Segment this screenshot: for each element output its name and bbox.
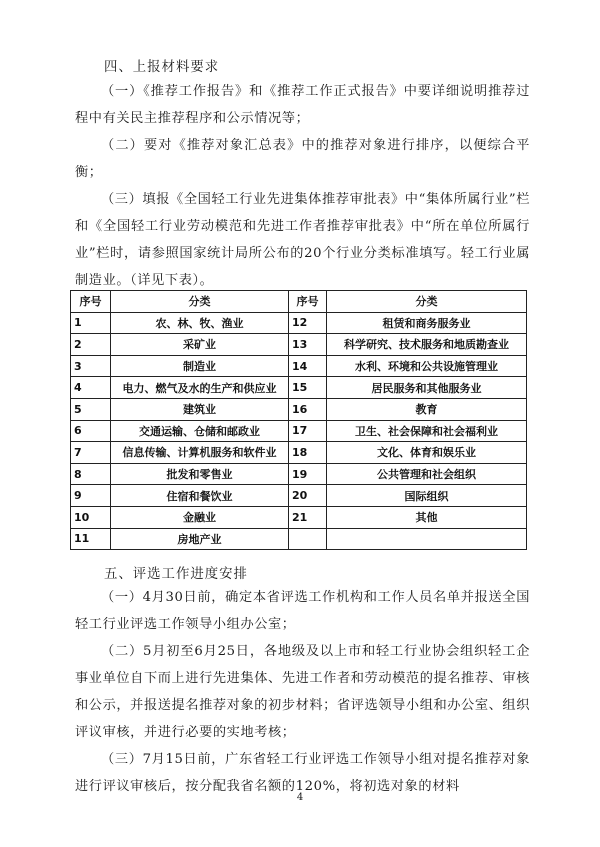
table-body	[71, 312, 527, 550]
row-index-right: 13	[289, 334, 327, 356]
row-category-right: 租赁和商务服务业	[327, 312, 527, 334]
header-index-left: 序号	[71, 291, 111, 313]
table-row	[71, 485, 527, 507]
section-4-heading: 四、上报材料要求	[104, 60, 220, 75]
row-category-left: 交通运输、仓储和邮政业	[111, 420, 289, 442]
section-4-paragraph-3: （三）填报《全国轻工行业先进集体推荐审批表》中“集体所属行业”栏和《全国轻工行业劳动模范和先进工作者推荐审批表》中“所在单位所属行业”栏时，请参照国家统计局所公布的20个行业分类标准填写。轻工行业属制造业。（详见下表）。	[75, 192, 530, 288]
table-header-row	[71, 291, 527, 313]
row-index-right: 14	[289, 355, 327, 377]
row-index-right: 18	[289, 442, 327, 464]
row-category-left: 制造业	[111, 355, 289, 377]
section-5-paragraph-3: （三）7月15日前，广东省轻工行业评选工作领导小组对提名推荐对象进行评议审核后，按分配我省名额的120%，将初选对象的材料	[75, 752, 530, 794]
section-5-heading: 五、评选工作进度安排	[104, 567, 248, 582]
section-5-paragraph-1: （一）4月30日前，确定本省评选工作机构和工作人员名单并报送全国轻工行业评选工作领导小组办公室；	[75, 590, 530, 632]
row-category-right	[327, 528, 527, 550]
row-index-right: 16	[289, 398, 327, 420]
row-index-right: 21	[289, 506, 327, 528]
row-category-right: 其他	[327, 506, 527, 528]
header-category-right: 分类	[327, 291, 527, 313]
row-index-right	[289, 528, 327, 550]
section-4-paragraph-1: （一）《推荐工作报告》和《推荐工作正式报告》中要详细说明推荐过程中有关民主推荐程序和公示情况等；	[75, 84, 530, 126]
row-index-left: 6	[71, 420, 111, 442]
row-index-right: 12	[289, 312, 327, 334]
header-index-right: 序号	[289, 291, 327, 313]
table-row	[71, 528, 527, 550]
row-category-right: 文化、体育和娱乐业	[327, 442, 527, 464]
row-index-right: 17	[289, 420, 327, 442]
table-row	[71, 355, 527, 377]
row-index-left: 1	[71, 312, 111, 334]
row-category-left: 批发和零售业	[111, 463, 289, 485]
row-index-left: 3	[71, 355, 111, 377]
row-category-right: 水利、环境和公共设施管理业	[327, 355, 527, 377]
section-5-paragraph-2: （二）5月初至6月25日，各地级及以上市和轻工行业协会组织轻工企事业单位自下而上进行先进集体、先进工作者和劳动模范的提名推荐、审核和公示，并报送提名推荐对象的初步材料；省评选领导小组和办公室、组织评议审核，并进行必要的实地考核；	[75, 644, 530, 740]
table-row	[71, 377, 527, 399]
row-category-left: 农、林、牧、渔业	[111, 312, 289, 334]
table-row	[71, 312, 527, 334]
table-row	[71, 334, 527, 356]
row-category-right: 科学研究、技术服务和地质勘查业	[327, 334, 527, 356]
row-index-right: 15	[289, 377, 327, 399]
row-index-right: 20	[289, 485, 327, 507]
row-index-left: 11	[71, 528, 111, 550]
row-category-left: 采矿业	[111, 334, 289, 356]
table-row	[71, 420, 527, 442]
table-row	[71, 506, 527, 528]
row-category-left: 电力、燃气及水的生产和供应业	[111, 377, 289, 399]
row-index-left: 10	[71, 506, 111, 528]
row-category-right: 教育	[327, 398, 527, 420]
row-index-left: 9	[71, 485, 111, 507]
page-number: 4	[296, 792, 304, 803]
row-category-left: 信息传输、计算机服务和软件业	[111, 442, 289, 464]
row-index-left: 2	[71, 334, 111, 356]
row-index-left: 5	[71, 398, 111, 420]
table-row	[71, 463, 527, 485]
row-index-left: 8	[71, 463, 111, 485]
row-category-right: 卫生、社会保障和社会福利业	[327, 420, 527, 442]
row-category-right: 居民服务和其他服务业	[327, 377, 527, 399]
row-category-left: 金融业	[111, 506, 289, 528]
row-index-right: 19	[289, 463, 327, 485]
table-row	[71, 442, 527, 464]
row-category-left: 房地产业	[111, 528, 289, 550]
section-4-paragraph-2: （二）要对《推荐对象汇总表》中的推荐对象进行排序，以便综合平衡；	[75, 138, 530, 180]
industry-classification-table	[70, 290, 527, 550]
row-index-left: 7	[71, 442, 111, 464]
row-index-left: 4	[71, 377, 111, 399]
row-category-right: 国际组织	[327, 485, 527, 507]
table-row	[71, 398, 527, 420]
header-category-left: 分类	[111, 291, 289, 313]
row-category-left: 建筑业	[111, 398, 289, 420]
row-category-right: 公共管理和社会组织	[327, 463, 527, 485]
row-category-left: 住宿和餐饮业	[111, 485, 289, 507]
